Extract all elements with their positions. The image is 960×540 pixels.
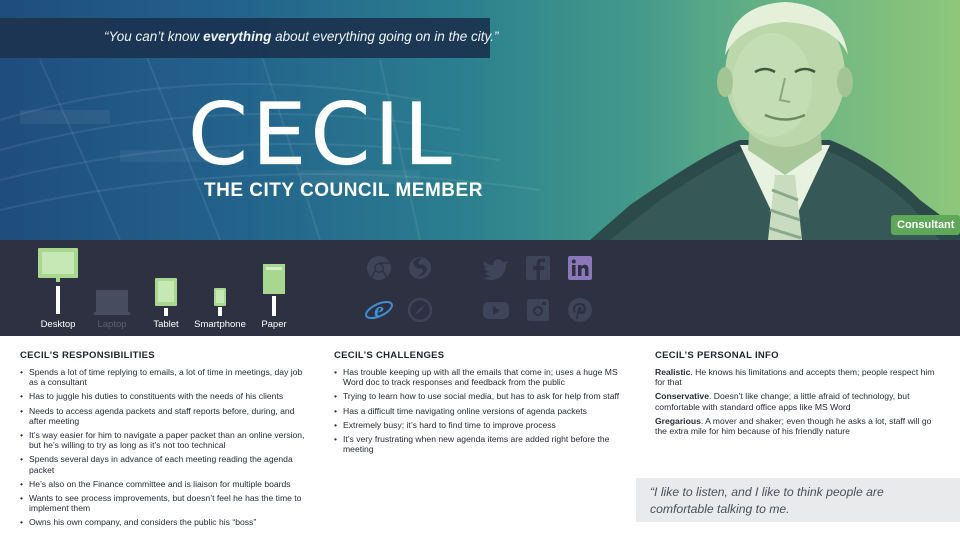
technology-bar <box>0 240 960 336</box>
youtube-icon <box>481 295 511 325</box>
challenges-list <box>334 367 626 454</box>
challenges-section <box>334 350 626 458</box>
instagram-icon <box>523 295 553 325</box>
list-item: • Spends a lot of time replying to emails, a lot of time in meetings, day job as a consultant <box>20 367 310 387</box>
trait-realistic: Realistic. He knows his limitations and accepts them; people respect him for that <box>655 367 935 388</box>
svg-text:e: e <box>374 297 384 322</box>
list-item: • Has trouble keeping up with all the emails that come in; uses a huge MS Word doc to track responses and feedback from the public <box>334 367 626 387</box>
device-label: Smartphone <box>194 319 246 330</box>
list-item: • It’s way easier for him to navigate a paper packet than an online version, but he’s willing to try as long as it’s not too technical <box>20 430 310 450</box>
persona-name: CECIL <box>188 85 456 185</box>
section-heading: CECIL’S RESPONSIBILITIES <box>20 350 155 361</box>
hero-banner <box>0 0 960 240</box>
device-label: Desktop <box>40 319 76 330</box>
responsibilities-list <box>20 367 310 528</box>
firefox-icon <box>405 253 435 283</box>
safari-icon <box>405 295 435 325</box>
list-item: • Spends several days in advance of each meeting reading the agenda packet <box>20 454 310 474</box>
callout-quote-box <box>636 478 960 522</box>
list-item: • Extremely busy; it’s hard to find time to improve process <box>334 420 626 430</box>
list-item: • Has a difficult time navigating online versions of agenda packets <box>334 406 626 416</box>
list-item: • Trying to learn how to use social media, but has to ask for help from staff <box>334 391 626 401</box>
callout-quote: “I like to listen, and I like to think people are comfortable talking to me. <box>650 485 884 516</box>
twitter-icon <box>481 253 511 283</box>
persona-quote: “You can’t know everything about everything going on in the city.” <box>104 29 499 44</box>
device-paper <box>239 240 309 336</box>
chrome-icon <box>364 253 394 283</box>
trait-gregarious: Gregarious. A mover and shaker; even though he asks a lot, staff will go the extra mile for him because of his friendly nature <box>655 415 932 437</box>
linkedin-icon <box>565 253 595 283</box>
persona-subtitle: THE CITY COUNCIL MEMBER <box>204 180 483 201</box>
personal-info-section <box>655 350 941 440</box>
internet-explorer-icon <box>364 295 394 325</box>
facebook-icon <box>523 253 553 283</box>
list-item: • Wants to see process improvements, but doesn’t feel he has the time to implement them <box>20 493 310 513</box>
list-item: • It’s very frustrating when new agenda items are added right before the meeting <box>334 434 626 454</box>
pinterest-icon <box>565 295 595 325</box>
list-item: • Needs to access agenda packets and staff reports before, during, and after meeting <box>20 406 310 426</box>
section-heading: CECIL’S PERSONAL INFO <box>655 350 779 361</box>
list-item: • He’s also on the Finance committee and is liaison for multiple boards <box>20 479 310 489</box>
responsibilities-section <box>20 350 310 532</box>
device-label: Paper <box>261 319 287 330</box>
list-item: • Owns his own company, and considers the public his “boss” <box>20 517 310 527</box>
list-item: • Has to juggle his duties to constituents with the needs of his clients <box>20 391 310 401</box>
persona-portrait <box>590 0 960 240</box>
quote-banner <box>0 18 499 58</box>
paper-icon <box>239 240 309 320</box>
device-label: Laptop <box>97 319 127 330</box>
device-label: Tablet <box>153 319 179 330</box>
section-heading: CECIL’S CHALLENGES <box>334 350 445 361</box>
trait-conservative: Conservative. Doesn’t like change; a little afraid of technology, but comfortable with standard office apps like MS Word <box>655 391 910 412</box>
role-badge: Consultant <box>891 215 960 235</box>
